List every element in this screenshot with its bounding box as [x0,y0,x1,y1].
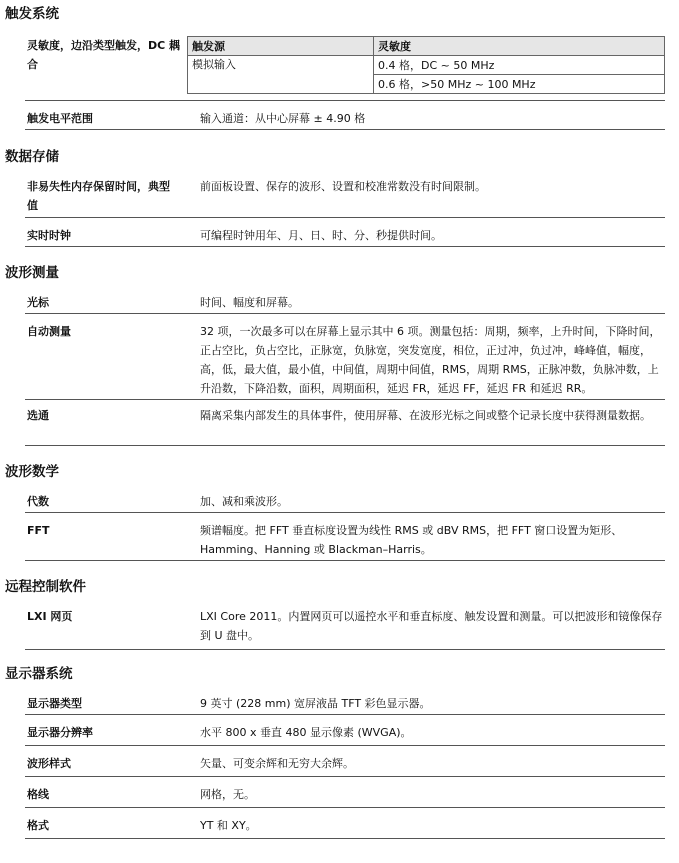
table-cell-source: 模拟输入 [188,56,374,94]
spec-row-rtc [25,226,665,247]
spec-row-fft [25,521,665,561]
trigger-range-value: 输入通道：从中心屏幕 ± 4.90 格 [200,112,366,125]
divider [25,100,665,101]
spec-row-nonvolatile [25,177,665,218]
rtc-label: 实时时钟 [27,229,71,242]
section-title-remote: 远程控制软件 [5,579,86,595]
spec-row-display-resolution [25,723,665,746]
lxi-label: LXI 网页 [27,610,73,623]
rtc-value: 可编程时钟用年、月、日、时、分、秒提供时间。 [200,229,442,242]
display-resolution-value: 水平 800 x 垂直 480 显示像素 (WVGA)。 [200,726,412,739]
cursor-label: 光标 [27,296,49,309]
trigger-range-label: 触发电平范围 [27,112,93,125]
cursor-value: 时间、幅度和屏幕。 [200,296,299,309]
gating-value: 隔离采集内部发生的具体事件，使用屏幕、在波形光标之间或整个记录长度中获得测量数据。 [200,409,651,422]
algebra-value: 加、减和乘波形。 [200,495,288,508]
spec-row-cursor [25,293,665,314]
format-label: 格式 [27,819,49,832]
fft-label: FFT [27,524,50,537]
graticule-value: 网格，无。 [200,788,255,801]
table-header-sensitivity: 灵敏度 [374,37,665,56]
spec-row-waveform-style [25,754,665,777]
display-type-label: 显示器类型 [27,697,82,710]
section-title-math: 波形数学 [5,464,59,480]
section-title-trigger: 触发系统 [5,6,59,22]
algebra-label: 代数 [27,495,49,508]
fft-value: 频谱幅度。把 FFT 垂直标度设置为线性 RMS 或 dBV RMS，把 FFT 窗口设置为矩形、Hamming、Hanning 或 Blackman–Harris。 [200,524,623,556]
display-type-value: 9 英寸 (228 mm) 宽屏液晶 TFT 彩色显示器。 [200,697,431,710]
spec-row-algebra [25,492,665,513]
table-cell-sensitivity: 0.6 格，>50 MHz ~ 100 MHz [374,75,665,94]
gating-label: 选通 [27,409,49,422]
table-header-source: 触发源 [188,37,374,56]
section-title-display: 显示器系统 [5,666,73,682]
section-title-storage: 数据存储 [5,149,59,165]
nonvolatile-value: 前面板设置、保存的波形、设置和校准常数没有时间限制。 [200,180,486,193]
spec-row-trigger-range [25,109,665,130]
spec-row-format [25,816,665,839]
waveform-style-label: 波形样式 [27,757,71,770]
lxi-value: LXI Core 2011。内置网页可以遥控水平和垂直标度、触发设置和测量。可以把波形和镜像保存到 U 盘中。 [200,610,663,642]
trigger-sensitivity-table [187,36,665,94]
section-title-measure: 波形测量 [5,265,59,281]
table-cell-sensitivity: 0.4 格，DC ~ 50 MHz [374,56,665,75]
auto-measure-label: 自动测量 [27,325,71,338]
graticule-label: 格线 [27,788,49,801]
auto-measure-value: 32 项，一次最多可以在屏幕上显示其中 6 项。测量包括：周期，频率，上升时间，下降时间，正占空比，负占空比，正脉宽，负脉宽，突发宽度，相位，正过冲，负过冲，峰峰值，幅度，高，低，最大值，最小值，中间值，周期中间值，RMS，周期 RMS，正脉冲数，负脉冲数，上升沿数，下降沿数，面积，周期面积，延迟 FR，延迟 FF，延迟 FR 和延迟 RR。 [200,325,661,395]
table-row [188,56,665,75]
spec-row-lxi [25,607,665,650]
format-value: YT 和 XY。 [200,819,257,832]
waveform-style-value: 矢量、可变余辉和无穷大余辉。 [200,757,354,770]
spec-row-display-type [25,694,665,715]
table-header-row [188,37,665,56]
display-resolution-label: 显示器分辨率 [27,726,93,739]
spec-row-auto-measure [25,322,665,400]
trigger-sensitivity-label: 灵敏度，边沿类型触发，DC 耦合 [27,39,181,71]
spec-row-graticule [25,785,665,808]
spec-row-gating [25,406,665,446]
nonvolatile-label: 非易失性内存保留时间，典型值 [27,180,170,212]
